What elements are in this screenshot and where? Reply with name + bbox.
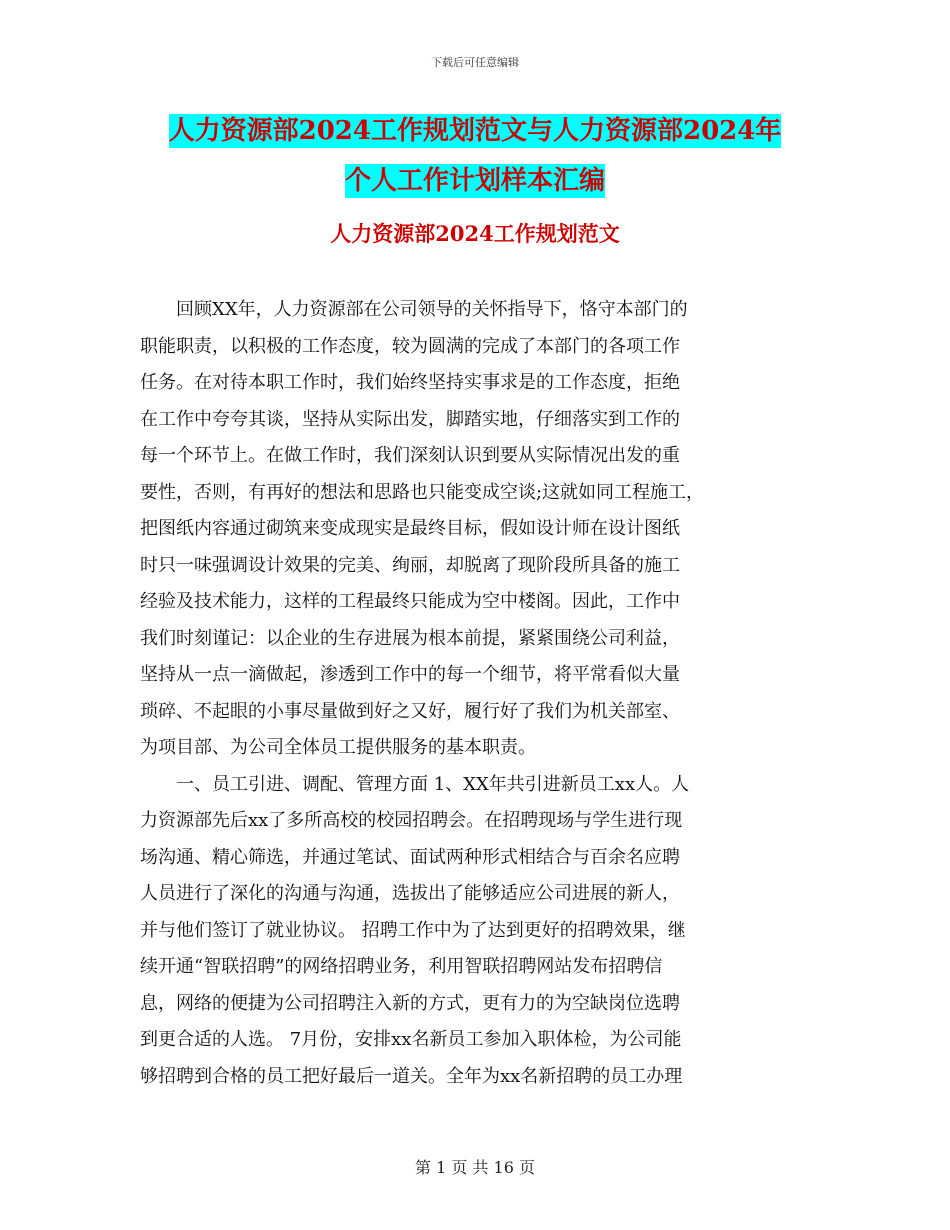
page-header-note: 下载后可任意编辑 <box>431 56 519 69</box>
section-title: 人力资源部2024工作规划范文 <box>330 221 620 246</box>
body-line: 力资源部先后xx了多所高校的校园招聘会。在招聘现场与学生进行现 <box>140 810 683 831</box>
body-line: 并与他们签订了就业协议。 招聘工作中为了达到更好的招聘效果，继 <box>140 919 686 941</box>
page-number: 第 1 页 共 16 页 <box>415 1158 535 1177</box>
body-line: 为项目部、为公司全体员工提供服务的基本职责。 <box>140 737 536 758</box>
document-title <box>140 106 810 206</box>
body-line: 够招聘到合格的员工把好最后一道关。全年为xx名新招聘的员工办理 <box>140 1065 683 1087</box>
body-line: 人员进行了深化的沟通与沟通，选拔出了能够适应公司进展的新人， <box>140 883 680 904</box>
body-line: 续开通“智联招聘”的网络招聘业务，利用智联招聘网站发布招聘信 <box>140 956 663 977</box>
body-line: 时只一味强调设计效果的完美、绚丽，却脱离了现阶段所具备的施工 <box>140 554 680 576</box>
body-line: 坚持从一点一滴做起，渗透到工作中的每一个细节，将平常看似大量 <box>140 664 680 685</box>
body-line: 经验及技术能力，这样的工程最终只能成为空中楼阁。因此，工作中 <box>140 591 680 612</box>
body-line: 职能职责，以积极的工作态度，较为圆满的完成了本部门的各项工作 <box>140 335 680 357</box>
document-title-line-1: 人力资源部2024工作规划范文与人力资源部2024年 <box>168 116 782 146</box>
body-line: 到更合适的人选。 7月份，安排xx名新员工参加入职体检，为公司能 <box>140 1029 682 1050</box>
body-line: 琐碎、不起眼的小事尽量做到好之又好，履行好了我们为机关部室、 <box>140 700 680 722</box>
body-line: 场沟通、精心筛选，并通过笔试、面试两种形式相结合与百余名应聘 <box>140 846 680 868</box>
document-title-line-2: 个人工作计划样本汇编 <box>344 166 605 196</box>
body-line: 要性，否则，有再好的想法和思路也只能变成空谈;这就如同工程施工， <box>140 481 705 503</box>
body-line: 我们时刻谨记：以企业的生存进展为根本前提，紧紧围绕公司利益， <box>140 627 680 649</box>
body-line: 把图纸内容通过砌筑来变成现实是最终目标，假如设计师在设计图纸 <box>140 518 680 539</box>
body-line: 任务。在对待本职工作时，我们始终坚持实事求是的工作态度，拒绝 <box>140 372 680 393</box>
body-text <box>140 292 815 1095</box>
body-line: 回顾XX年，人力资源部在公司领导的关怀指导下，恪守本部门的 <box>140 299 688 320</box>
body-line: 每一个环节上。在做工作时，我们深刻认识到要从实际情况出发的重 <box>140 445 680 466</box>
body-line: 息，网络的便捷为公司招聘注入新的方式，更有力的为空缺岗位选聘 <box>140 992 680 1014</box>
body-line: 在工作中夸夸其谈，坚持从实际出发，脚踏实地，仔细落实到工作的 <box>140 408 680 430</box>
body-line: 一、员工引进、调配、管理方面 1、XX年共引进新员工xx人。人 <box>140 773 690 795</box>
